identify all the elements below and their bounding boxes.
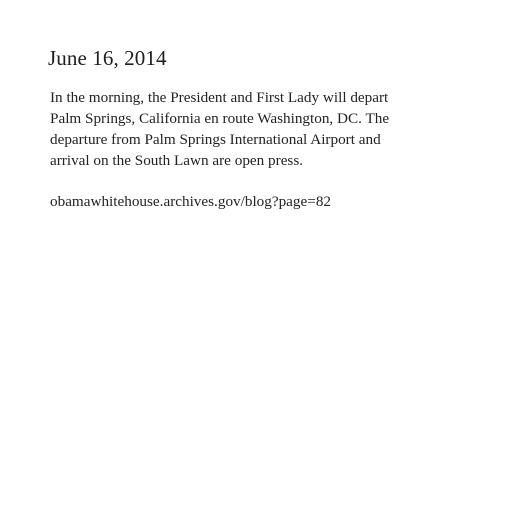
body-line: In the morning, the President and First Lady will depart bbox=[50, 89, 389, 106]
body-line: Palm Springs, California en route Washington, DC. The bbox=[50, 110, 390, 127]
body-line: arrival on the South Lawn are open press. bbox=[50, 152, 304, 169]
source-url: obamawhitehouse.archives.gov/blog?page=82 bbox=[50, 193, 332, 210]
body-line: departure from Palm Springs International Airport and bbox=[50, 131, 381, 148]
entry-body bbox=[50, 87, 410, 171]
date-heading: June 16, 2014 bbox=[48, 46, 167, 70]
